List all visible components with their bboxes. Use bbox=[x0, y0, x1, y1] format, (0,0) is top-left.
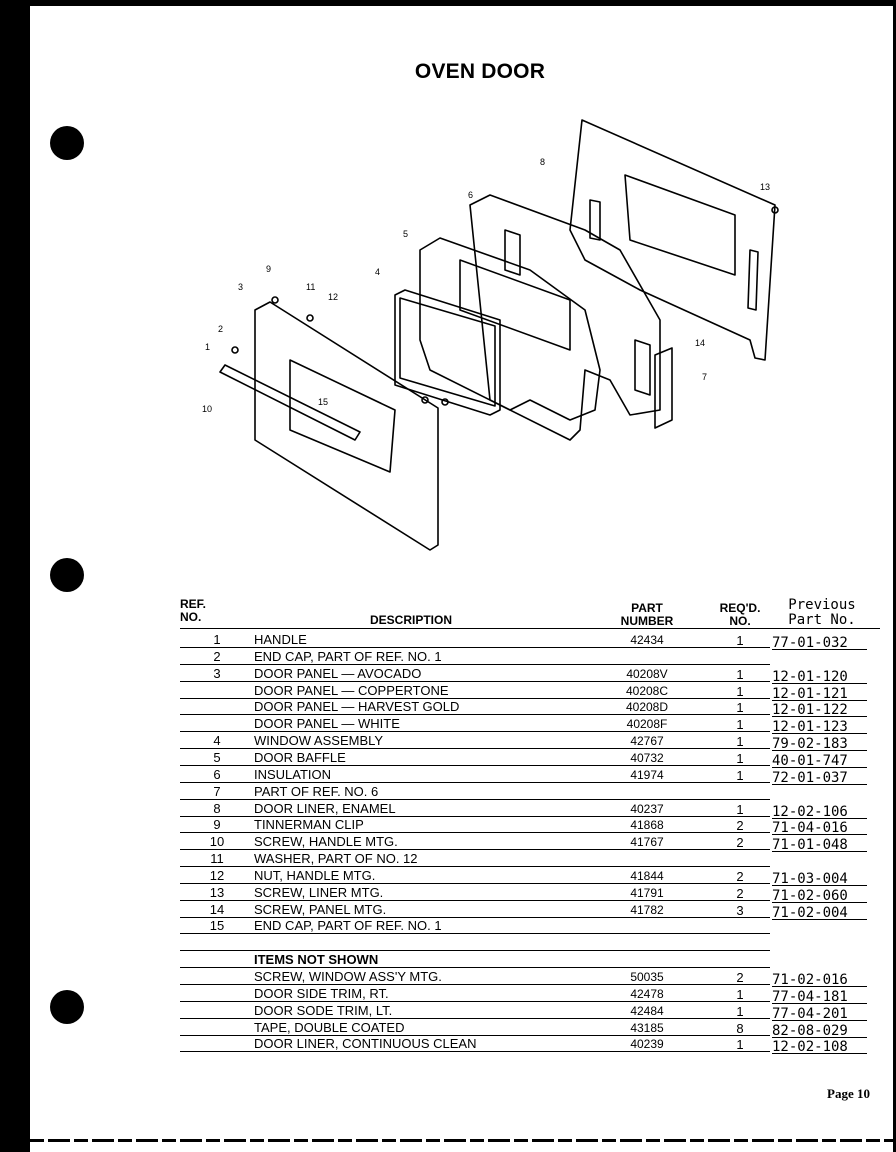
description-cell: DOOR PANEL — HARVEST GOLD bbox=[254, 699, 460, 715]
part-number-cell: 40208D bbox=[625, 700, 669, 715]
table-row bbox=[180, 901, 880, 921]
side-trim-part bbox=[655, 348, 672, 428]
description-cell: DOOR BAFFLE bbox=[254, 749, 346, 765]
description-cell: PART OF REF. NO. 6 bbox=[254, 783, 379, 799]
description-cell: HANDLE bbox=[254, 632, 307, 647]
part-number-cell: 43185 bbox=[630, 1020, 664, 1035]
table-row bbox=[180, 985, 880, 1005]
previous-part-cell: 72-01-037 bbox=[772, 769, 848, 786]
previous-part-cell: 12-01-123 bbox=[772, 719, 848, 736]
scan-border-top bbox=[30, 0, 896, 6]
table-row bbox=[180, 867, 880, 887]
previous-part-cell: 77-04-181 bbox=[772, 988, 848, 1005]
description-cell: TAPE, DOUBLE COATED bbox=[254, 1019, 405, 1035]
previous-part-header: Previous Part No. bbox=[788, 597, 856, 628]
previous-part-cell: 12-01-122 bbox=[772, 702, 848, 719]
scan-border-left bbox=[0, 0, 30, 1152]
part-number-cell: 41868 bbox=[630, 818, 664, 833]
callout-label: 14 bbox=[695, 338, 706, 348]
description-cell: WINDOW ASSEMBLY bbox=[254, 733, 384, 749]
table-row bbox=[180, 749, 880, 769]
scan-bottom-edge bbox=[30, 1139, 896, 1142]
description-cell: SCREW, HANDLE MTG. bbox=[254, 834, 398, 850]
header-rule bbox=[180, 628, 880, 629]
row-rule bbox=[180, 1051, 770, 1052]
page-title: OVEN DOOR bbox=[414, 60, 546, 83]
description-cell: DOOR SIDE TRIM, RT. bbox=[254, 985, 389, 1001]
req-cell: 2 bbox=[736, 868, 744, 884]
table-row bbox=[180, 1002, 880, 1022]
ref-cell: 13 bbox=[209, 884, 225, 900]
part-number-header: PART NUMBER bbox=[620, 601, 674, 628]
table-row bbox=[180, 665, 880, 685]
description-cell: ITEMS NOT SHOWN bbox=[254, 952, 379, 968]
callout-label: 12 bbox=[328, 292, 339, 302]
previous-part-cell: 71-02-004 bbox=[772, 904, 848, 921]
ref-header: REF. NO. bbox=[180, 597, 207, 624]
ref-cell: 5 bbox=[213, 749, 221, 765]
req-cell: 1 bbox=[736, 1003, 744, 1019]
part-number-cell: 42484 bbox=[630, 1003, 664, 1018]
part-number-cell: 40208V bbox=[626, 666, 668, 681]
callout-label: 11 bbox=[306, 282, 316, 292]
previous-part-cell: 12-02-108 bbox=[772, 1039, 848, 1056]
req-cell: 1 bbox=[736, 801, 744, 817]
part-number-cell: 41844 bbox=[630, 868, 664, 883]
previous-part-cell: 71-03-004 bbox=[772, 870, 848, 887]
callout-label: 8 bbox=[540, 157, 546, 167]
part-number-cell: 41782 bbox=[630, 902, 664, 917]
part-number-cell: 41791 bbox=[630, 885, 664, 900]
table-row bbox=[180, 698, 880, 719]
previous-part-cell: 40-01-747 bbox=[772, 752, 848, 769]
description-cell: DOOR PANEL — WHITE bbox=[254, 716, 400, 732]
description-cell: DOOR PANEL — AVOCADO bbox=[254, 665, 422, 681]
binder-hole bbox=[50, 990, 84, 1024]
part-number-cell: 40237 bbox=[630, 801, 664, 816]
description-cell: DOOR PANEL — COPPERTONE bbox=[254, 682, 449, 698]
table-row bbox=[180, 1019, 880, 1039]
previous-part-cell: 12-01-120 bbox=[772, 668, 848, 685]
callout-label: 15 bbox=[318, 397, 329, 407]
previous-part-cell: 12-02-106 bbox=[772, 803, 848, 820]
callout-label: 6 bbox=[468, 190, 474, 200]
ref-cell: 9 bbox=[213, 817, 221, 833]
exploded-diagram bbox=[190, 110, 800, 560]
previous-part-cell: 71-02-016 bbox=[772, 972, 848, 988]
description-cell: TINNERMAN CLIP bbox=[254, 817, 364, 833]
req-cell: 8 bbox=[736, 1020, 744, 1036]
table-row bbox=[180, 951, 880, 968]
req-cell: 1 bbox=[736, 734, 744, 750]
table-row bbox=[180, 917, 880, 934]
description-cell: END CAP, PART OF REF. NO. 1 bbox=[254, 918, 442, 934]
table-row bbox=[180, 833, 880, 854]
req-cell: 2 bbox=[736, 885, 744, 901]
previous-part-cell: 77-01-032 bbox=[772, 635, 848, 651]
table-row bbox=[180, 732, 880, 753]
req-cell: 1 bbox=[736, 767, 744, 783]
table-row bbox=[180, 1035, 880, 1056]
previous-part-cell: 71-04-016 bbox=[772, 820, 848, 837]
description-cell: SCREW, PANEL MTG. bbox=[254, 901, 387, 917]
callout-label: 1 bbox=[205, 342, 211, 352]
part-number-cell: 41974 bbox=[630, 767, 664, 782]
part-number-cell: 50035 bbox=[630, 970, 664, 984]
req-cell: 1 bbox=[736, 750, 744, 766]
table-row bbox=[180, 800, 880, 820]
description-cell: DOOR LINER, CONTINUOUS CLEAN bbox=[254, 1036, 477, 1052]
req-cell: 1 bbox=[736, 700, 744, 716]
description-cell: INSULATION bbox=[254, 766, 332, 782]
previous-part-rule bbox=[772, 1053, 867, 1054]
description-cell: DOOR LINER, ENAMEL bbox=[254, 800, 396, 816]
previous-part-cell: 77-04-201 bbox=[772, 1005, 848, 1022]
callout-label: 2 bbox=[218, 324, 224, 334]
ref-cell: 2 bbox=[213, 648, 221, 664]
table-row bbox=[180, 816, 880, 837]
description-cell: END CAP, PART OF REF. NO. 1 bbox=[254, 648, 442, 664]
table-row bbox=[180, 648, 880, 665]
ref-cell: 6 bbox=[213, 766, 221, 782]
description-cell: DOOR SODE TRIM, LT. bbox=[254, 1002, 393, 1018]
callout-label: 9 bbox=[266, 264, 272, 274]
table-row bbox=[180, 766, 880, 786]
ref-cell: 3 bbox=[213, 665, 221, 681]
req-cell: 1 bbox=[736, 1037, 744, 1053]
callout-label: 10 bbox=[202, 404, 213, 414]
req-cell: 1 bbox=[736, 717, 744, 733]
ref-cell: 15 bbox=[209, 918, 225, 934]
part-number-cell: 40732 bbox=[630, 750, 664, 765]
ref-cell: 4 bbox=[213, 733, 221, 749]
ref-cell: 11 bbox=[210, 851, 224, 867]
table-row bbox=[180, 968, 880, 988]
insulation-part bbox=[470, 195, 660, 440]
req-cell: 3 bbox=[736, 902, 744, 918]
previous-part-cell: 12-01-121 bbox=[772, 685, 848, 702]
req-cell: 1 bbox=[736, 666, 744, 682]
callout-label: 5 bbox=[403, 229, 409, 239]
callout-label: 4 bbox=[375, 267, 381, 277]
binder-hole bbox=[50, 558, 84, 592]
callout-label: 3 bbox=[238, 282, 244, 292]
previous-part-cell: 79-02-183 bbox=[772, 736, 848, 753]
table-row bbox=[180, 934, 880, 951]
req-cell: 1 bbox=[736, 986, 744, 1002]
description-cell: SCREW, WINDOW ASS'Y MTG. bbox=[254, 969, 442, 984]
previous-part-cell: 71-01-048 bbox=[772, 837, 848, 854]
table-row bbox=[180, 783, 880, 800]
part-number-cell: 42478 bbox=[630, 986, 664, 1001]
part-number-cell: 40208C bbox=[625, 683, 669, 698]
page-number: Page 10 bbox=[827, 1086, 870, 1101]
table-row bbox=[180, 884, 880, 904]
part-number-cell: 42767 bbox=[630, 734, 664, 749]
table-row bbox=[180, 682, 880, 702]
description-cell: SCREW, LINER MTG. bbox=[254, 884, 384, 900]
ref-cell: 8 bbox=[213, 800, 221, 816]
callout-label: 7 bbox=[702, 372, 708, 382]
table-row bbox=[180, 631, 880, 651]
ref-cell: 10 bbox=[209, 834, 225, 850]
req-header: REQ'D. NO. bbox=[719, 601, 761, 628]
table-row bbox=[180, 850, 880, 867]
req-cell: 1 bbox=[736, 633, 744, 648]
req-cell: 2 bbox=[736, 970, 744, 985]
part-number-cell: 41767 bbox=[630, 835, 664, 850]
description-cell: NUT, HANDLE MTG. bbox=[254, 867, 376, 883]
req-cell: 1 bbox=[736, 683, 744, 699]
ref-cell: 14 bbox=[209, 901, 225, 917]
ref-cell: 7 bbox=[213, 783, 221, 799]
ref-cell: 1 bbox=[213, 632, 221, 647]
req-cell: 2 bbox=[736, 818, 744, 834]
binder-hole bbox=[50, 126, 84, 160]
callout-label: 13 bbox=[760, 182, 771, 192]
previous-part-cell: 82-08-029 bbox=[772, 1022, 848, 1039]
part-number-cell: 40208F bbox=[626, 717, 668, 732]
table-row bbox=[180, 715, 880, 736]
req-cell: 2 bbox=[736, 835, 744, 851]
previous-part-cell: 71-02-060 bbox=[772, 887, 848, 904]
description-cell: WASHER, PART OF NO. 12 bbox=[254, 851, 418, 867]
part-number-cell: 40239 bbox=[630, 1037, 664, 1052]
ref-cell: 12 bbox=[209, 867, 225, 883]
description-header: DESCRIPTION bbox=[370, 613, 453, 627]
part-number-cell: 42434 bbox=[630, 633, 664, 647]
